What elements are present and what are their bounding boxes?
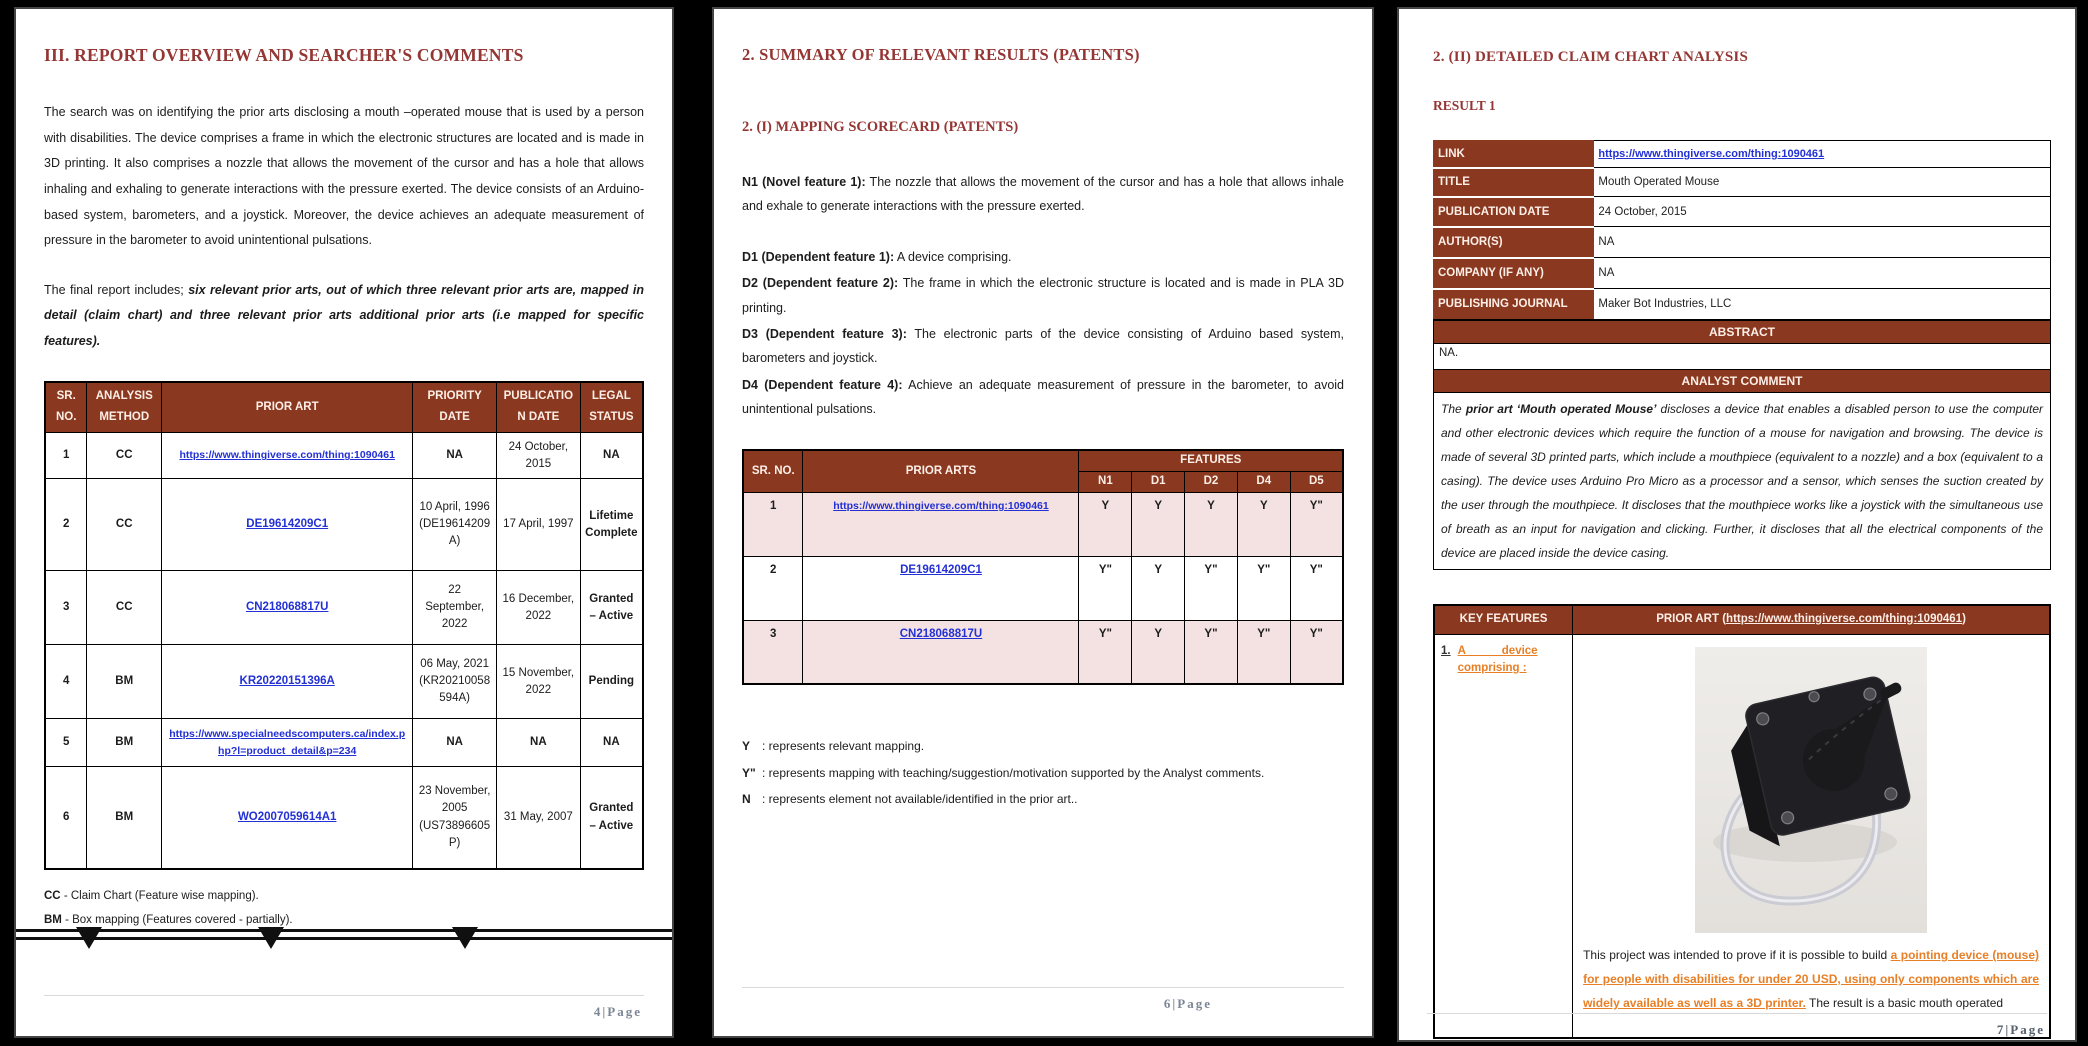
mapping-scorecard-table — [742, 449, 1344, 685]
cell-sr: 1 — [743, 492, 803, 556]
page1-title: III. REPORT OVERVIEW AND SEARCHER'S COMMENTS — [44, 45, 524, 65]
prior-art-link[interactable]: KR20220151396A — [239, 675, 335, 688]
cell-priority: 22 September, 2022 — [413, 571, 497, 645]
page3-page-number: 7|Page — [1996, 1022, 2045, 1037]
break-triangle-icon — [452, 927, 478, 949]
cell-priority: NA — [413, 719, 497, 767]
info-row-journal — [1434, 289, 2051, 320]
page3-content — [1399, 9, 2075, 1039]
cell-sr: 4 — [45, 645, 87, 719]
page-6-summary-results — [712, 7, 1374, 1038]
prior-art-link[interactable]: CN218068817U — [245, 601, 329, 614]
legend-item-y — [742, 733, 1344, 759]
abstract-text: NA. — [1433, 343, 2051, 370]
cell-status: Granted – Active — [580, 767, 643, 869]
kf-para-link[interactable]: a pointing device (mouse) for people with disabilities for under 20 USD, using only components which are widely available as well as a 3D printer. — [1583, 947, 2039, 1010]
kf-body-row — [1434, 634, 2050, 1038]
cell-sr: 1 — [45, 433, 87, 479]
prior-art-link[interactable]: CN218068817U — [899, 627, 983, 640]
cell-d5: Y" — [1290, 556, 1343, 620]
n1-text: The nozzle that allows the movement of the cursor and has a hole that allows inhale and exhale to generate interactions with the pressure exerted. — [742, 175, 1344, 214]
cell-d2: Y" — [1185, 556, 1238, 620]
prior-art-link[interactable]: https://www.thingiverse.com/thing:1090461 — [833, 499, 1049, 512]
analyst-comment-text — [1433, 392, 2051, 570]
cell-status: Pending — [580, 645, 643, 719]
cell-method: BM — [87, 645, 162, 719]
abstract-header-bar: ABSTRACT — [1433, 320, 2051, 343]
info-label-journal: PUBLISHING JOURNAL — [1434, 289, 1594, 320]
analyst-rest: discloses a device that enables a disabled person to use the computer and other electronic devices which require the function of a mouse for navigation and browsing. The device is made of several 3D printed parts, which include a mouthpiece (equivalent to a nozzle) and a box (equivalent to a casing). The device uses Arduino Pro Micro as a processor and a sensor, which senses the suction created by the user through the mouthpiece. It discloses that the mouthpiece works like a joystick with the simultaneous use of breath as an input for navigation and clicking. Further, it discloses that all the electrical components of the device are placed inside the device casing. — [1441, 402, 2043, 560]
info-row-company — [1434, 258, 2051, 289]
note-bm-label: BM — [44, 913, 62, 926]
cell-sr: 2 — [743, 556, 803, 620]
cell-sr: 5 — [45, 719, 87, 767]
key-features-table — [1433, 604, 2051, 1039]
legend-symbol: Y — [742, 739, 751, 754]
cell-publication: 17 April, 1997 — [496, 479, 580, 571]
page1-page-number: 4|Page — [593, 1004, 642, 1019]
analyst-comment-header-bar: ANALYST COMMENT — [1433, 370, 2051, 392]
kf-prior-prefix: PRIOR ART ( — [1656, 613, 1727, 625]
kf-item-number: 1. — [1441, 644, 1451, 657]
info-row-link — [1434, 141, 2051, 168]
cell-d4: Y" — [1237, 556, 1290, 620]
cell-status: Granted – Active — [580, 571, 643, 645]
analyst-bold: prior art ‘Mouth operated Mouse’ — [1465, 402, 1657, 416]
cell-n1: Y — [1079, 492, 1132, 556]
cell-method: CC — [87, 433, 162, 479]
cell-priority: 10 April, 1996 (DE19614209A) — [413, 479, 497, 571]
cell-priority: 06 May, 2021 (KR20210058594A) — [413, 645, 497, 719]
cell-method: CC — [87, 571, 162, 645]
scorecard-row — [743, 620, 1343, 684]
kf-feature-cell — [1434, 634, 1573, 1038]
d4-text: Achieve an adequate measurement of pressure in the barometer, to avoid unintentional pulsations. — [742, 377, 1344, 416]
info-value-journal: Maker Bot Industries, LLC — [1594, 289, 2051, 320]
scorecard-row — [743, 556, 1343, 620]
analyst-lead: The — [1441, 402, 1466, 416]
info-label-authors: AUTHOR(S) — [1434, 227, 1594, 258]
page2-page-number: 6|Page — [1163, 996, 1212, 1011]
d3-text: The electronic parts of the device consisting of Arduino based system, barometers and joystick. — [742, 326, 1344, 366]
cell-d1: Y — [1132, 620, 1185, 684]
cell-sr: 2 — [45, 479, 87, 571]
cell-method: BM — [87, 767, 162, 869]
page1-paragraph-1-text: The search was on identifying the prior arts disclosing a mouth –operated mouse that is used by a person with disabilities. The device comprises a frame in which the electronic structures are located and is made in 3D printing. It also comprises a nozzle that allows the movement of the cursor and has a hole that allows inhaling and exhaling to generate interactions with the pressure exerted. The device consists of an Arduino-based system, barometers, and a joystick. Moreover, the device achieves an adequate measurement of pressure in the barometer to avoid unintentional pulsations. — [44, 105, 644, 248]
cell-sr: 3 — [45, 571, 87, 645]
prior-art-summary-table — [44, 381, 644, 870]
scorecard-header-row-1 — [743, 450, 1343, 471]
legend-symbol: N — [742, 792, 751, 807]
col-header-d2: D2 — [1185, 472, 1238, 493]
kf-para-prefix: This project was intended to prove if it is possible to build — [1583, 947, 1891, 962]
info-row-authors — [1434, 227, 2051, 258]
cell-sr: 3 — [743, 620, 803, 684]
cell-status: NA — [580, 433, 643, 479]
col-header-features: FEATURES — [1079, 450, 1343, 471]
page2-content — [714, 9, 1372, 813]
footer-rule — [1427, 1013, 2047, 1014]
legend-symbol: Y" — [742, 765, 756, 780]
result-link[interactable]: https://www.thingiverse.com/thing:1090461 — [1598, 148, 1825, 160]
cell-publication: 31 May, 2007 — [496, 767, 580, 869]
prior-art-link[interactable]: DE19614209C1 — [900, 563, 982, 576]
cell-sr: 6 — [45, 767, 87, 869]
cell-n1: Y" — [1079, 556, 1132, 620]
note-cc — [44, 884, 644, 908]
kf-prior-art-link[interactable]: https://www.thingiverse.com/thing:1090461 — [1726, 613, 1963, 625]
kf-header-row — [1434, 605, 2050, 634]
d1-text: A device comprising. — [894, 249, 1012, 264]
cell-d2: Y — [1185, 492, 1238, 556]
table-header-row — [45, 382, 643, 433]
cell-d5: Y" — [1290, 492, 1343, 556]
info-value-authors: NA — [1594, 227, 2051, 258]
info-label-title: TITLE — [1434, 168, 1594, 197]
table-row — [45, 719, 643, 767]
cell-publication: 15 November, 2022 — [496, 645, 580, 719]
table-row — [45, 571, 643, 645]
scorecard-row — [743, 492, 1343, 556]
cell-n1: Y" — [1079, 620, 1132, 684]
col-header-sr-no: SR. NO. — [743, 450, 803, 492]
table-legend-notes — [44, 884, 644, 932]
kf-item-link[interactable]: A device comprising : — [1457, 644, 1538, 675]
dependent-feature-d1 — [742, 245, 1344, 269]
kf-description-paragraph — [1583, 943, 2039, 1015]
table-row — [45, 479, 643, 571]
d2-label: D2 (Dependent feature 2): — [742, 276, 899, 291]
page1-content — [16, 9, 672, 932]
cell-priority: 23 November, 2005 (US73896605P) — [413, 767, 497, 869]
note-cc-text: - Claim Chart (Feature wise mapping). — [60, 889, 259, 902]
col-header-key-features: KEY FEATURES — [1434, 605, 1573, 634]
col-header-prior-art — [1573, 605, 2050, 634]
legend-item-y2 — [742, 760, 1344, 786]
col-header-analysis-method: ANALYSIS METHOD — [87, 382, 162, 433]
prior-art-link[interactable]: DE19614209C1 — [246, 518, 329, 531]
cell-publication: NA — [496, 719, 580, 767]
page3-subtitle: RESULT 1 — [1433, 98, 1496, 113]
prior-art-link[interactable]: WO2007059614A1 — [237, 810, 337, 823]
cell-status: Lifetime Complete — [580, 479, 643, 571]
prior-art-link[interactable]: https://www.thingiverse.com/thing:1090461 — [179, 449, 395, 462]
cell-method: CC — [87, 479, 162, 571]
cell-d4: Y" — [1237, 620, 1290, 684]
col-header-legal-status: LEGAL STATUS — [580, 382, 643, 433]
cell-d1: Y — [1132, 492, 1185, 556]
dependent-feature-d2 — [742, 271, 1344, 320]
novel-feature-n1 — [742, 170, 1344, 219]
info-row-publication-date — [1434, 197, 2051, 227]
page3-title: 2. (II) DETAILED CLAIM CHART ANALYSIS — [1433, 49, 1748, 65]
d4-label: D4 (Dependent feature 4): — [742, 377, 903, 392]
col-header-priority-date: PRIORITY DATE — [413, 382, 497, 433]
col-header-d5: D5 — [1290, 472, 1343, 493]
dependent-feature-d4 — [742, 373, 1344, 422]
cell-method: BM — [87, 719, 162, 767]
footer-rule — [44, 995, 644, 996]
cell-d4: Y — [1237, 492, 1290, 556]
page1-paragraph-2 — [44, 278, 644, 355]
cell-publication: 24 October, 2015 — [496, 433, 580, 479]
cell-publication: 16 December, 2022 — [496, 571, 580, 645]
info-label-company: COMPANY (IF ANY) — [1434, 258, 1594, 289]
page-4-report-overview — [14, 7, 674, 1038]
info-label-link: LINK — [1434, 141, 1594, 168]
legend-item-n — [742, 786, 1344, 812]
section-break-line — [16, 929, 672, 940]
kf-prior-art-cell — [1573, 634, 2050, 1038]
col-header-d1: D1 — [1132, 472, 1185, 493]
col-header-publication-date: PUBLICATION DATE — [496, 382, 580, 433]
legend-text: : represents relevant mapping. — [762, 739, 925, 754]
break-triangle-icon — [258, 927, 284, 949]
info-value-title: Mouth Operated Mouse — [1594, 168, 2051, 197]
cell-d2: Y" — [1185, 620, 1238, 684]
d1-label: D1 (Dependent feature 1): — [742, 249, 895, 264]
page-7-claim-chart — [1397, 7, 2077, 1042]
note-cc-label: CC — [44, 889, 61, 902]
scorecard-legend — [742, 733, 1344, 812]
page1-paragraph-2-emphasis: six relevant prior arts, out of which three relevant prior arts are, mapped in detail (claim chart) and three relevant prior arts additional prior arts (i.e mapped for specific features). — [44, 282, 644, 348]
kf-prior-suffix: ) — [1962, 613, 1966, 625]
dependent-feature-d3 — [742, 322, 1344, 371]
note-bm-text: - Box mapping (Features covered - partially). — [61, 913, 293, 926]
page1-paragraph-2-prefix: The final report includes; — [44, 282, 189, 297]
cell-status: NA — [580, 719, 643, 767]
col-header-prior-art: PRIOR ART — [162, 382, 413, 433]
info-row-title — [1434, 168, 2051, 197]
info-value-company: NA — [1594, 258, 2051, 289]
d3-label: D3 (Dependent feature 3): — [742, 326, 907, 341]
col-header-d4: D4 — [1237, 472, 1290, 493]
cell-d5: Y" — [1290, 620, 1343, 684]
d2-text: The frame in which the electronic structure is located and is made in PLA 3D printing. — [742, 276, 1344, 315]
n1-label: N1 (Novel feature 1): — [742, 175, 866, 189]
kf-para-suffix: The result is a basic mouth operated — [1805, 995, 2004, 1010]
col-header-sr-no: SR. NO. — [45, 382, 87, 433]
mouth-operated-mouse-photo — [1695, 647, 1927, 933]
legend-text: : represents mapping with teaching/suggestion/motivation supported by the Analyst comments. — [762, 765, 1265, 780]
col-header-n1: N1 — [1079, 472, 1132, 493]
col-header-prior-arts: PRIOR ARTS — [803, 450, 1079, 492]
table-row — [45, 767, 643, 869]
cell-priority: NA — [413, 433, 497, 479]
info-value-publication-date: 24 October, 2015 — [1594, 197, 2051, 227]
prior-art-link[interactable]: https://www.specialneedscomputers.ca/index.php?l=product_detail&p=234 — [169, 727, 406, 757]
info-label-publication-date: PUBLICATION DATE — [1434, 197, 1594, 227]
result-info-table — [1433, 140, 2051, 320]
cell-d1: Y — [1132, 556, 1185, 620]
footer-rule — [742, 987, 1344, 988]
legend-text: : represents element not available/identified in the prior art.. — [762, 792, 1078, 807]
page2-title: 2. SUMMARY OF RELEVANT RESULTS (PATENTS) — [742, 45, 1140, 64]
page2-subtitle: 2. (I) MAPPING SCORECARD (PATENTS) — [742, 119, 1019, 135]
table-row — [45, 433, 643, 479]
page1-paragraph-1 — [44, 100, 644, 254]
break-triangle-icon — [76, 927, 102, 949]
table-row — [45, 645, 643, 719]
